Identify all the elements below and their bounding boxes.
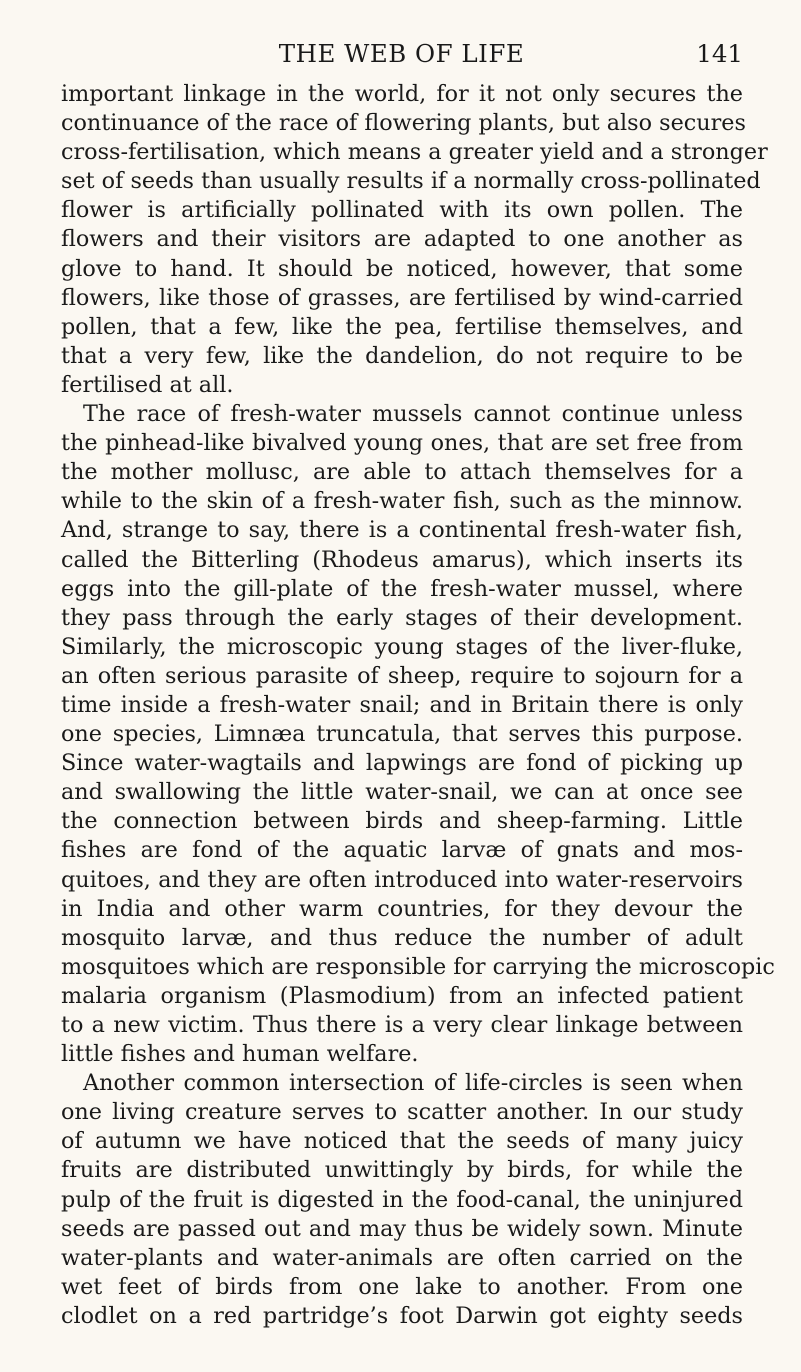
text-line: glove to hand. It should be noticed, however, that some (61, 255, 743, 282)
text-line: The race of fresh-water mussels cannot continue unless (83, 401, 743, 428)
text-line: the mother mollusc, are able to attach themselves for a (61, 459, 743, 486)
text-line: pollen, that a few, like the pea, fertilise themselves, and (61, 313, 743, 340)
text-line: malaria organism (Plasmodium) from an infected patient (61, 982, 743, 1009)
text-line: time inside a fresh-water snail; and in Britain there is only (61, 691, 743, 718)
text-line: fishes are fond of the aquatic larvæ of gnats and mos- (61, 837, 743, 864)
text-line: Since water-wagtails and lapwings are fond of picking up (61, 750, 743, 777)
text-line: while to the skin of a fresh-water fish, such as the minnow. (61, 488, 743, 515)
text-line: Similarly, the microscopic young stages of the liver-fluke, (61, 633, 743, 660)
text-line: pulp of the fruit is digested in the food-canal, the uninjured (61, 1186, 743, 1213)
text-line: quitoes, and they are often introduced into water-reservoirs (61, 866, 743, 893)
text-line: cross-fertilisation, which means a greater yield and a stronger (61, 139, 768, 166)
text-line: and swallowing the little water-snail, we can at once see (61, 779, 743, 806)
text-line: seeds are passed out and may thus be widely sown. Minute (61, 1215, 743, 1242)
text-line: flowers and their visitors are adapted to one another as (61, 226, 743, 253)
text-line: the connection between birds and sheep-farming. Little (61, 808, 743, 835)
text-line: mosquitoes which are responsible for carrying the microscopic (61, 953, 775, 980)
page-header (60, 34, 743, 74)
text-line: mosquito larvæ, and thus reduce the number of adult (61, 924, 743, 951)
text-line: important linkage in the world, for it not only secures the (61, 81, 743, 107)
text-line: wet feet of birds from one lake to another. From one (61, 1273, 743, 1300)
text-line: little fishes and human welfare. (61, 1041, 419, 1068)
text-line: fertilised at all. (61, 371, 234, 398)
text-line: set of seeds than usually results if a normally cross-pollinated (61, 168, 761, 195)
text-line: fruits are distributed unwittingly by birds, for while the (61, 1157, 743, 1184)
text-line: clodlet on a red partridge’s foot Darwin got eighty seeds (61, 1302, 743, 1329)
text-line: the pinhead-like bivalved young ones, that are set free from (61, 430, 743, 457)
text-line: one living creature serves to scatter another. In our study (61, 1099, 743, 1126)
text-line: one species, Limnæa truncatula, that serves this purpose. (61, 721, 743, 748)
text-line: And, strange to say, there is a continental fresh-water fish, (61, 517, 743, 544)
body-text (61, 80, 775, 1331)
text-line: flowers, like those of grasses, are fertilised by wind-carried (61, 284, 743, 311)
text-line: called the Bitterling (Rhodeus amarus), which inserts its (61, 546, 743, 573)
text-line: flower is artificially pollinated with its own pollen. The (61, 197, 743, 224)
text-line: Another common intersection of life-circles is seen when (83, 1070, 743, 1097)
text-line: an often serious parasite of sheep, require to sojourn for a (61, 662, 743, 689)
text-line: of autumn we have noticed that the seeds of many juicy (61, 1128, 743, 1155)
text-line: that a very few, like the dandelion, do not require to be (61, 342, 743, 369)
running-head: THE WEB OF LIFE (278, 39, 525, 68)
text-line: continuance of the race of flowering plants, but also secures (61, 110, 746, 137)
text-line: they pass through the early stages of their development. (61, 604, 743, 631)
page-number: 141 (696, 39, 743, 68)
text-line: in India and other warm countries, for they devour the (61, 895, 743, 922)
text-line: water-plants and water-animals are often carried on the (61, 1244, 743, 1271)
text-line: eggs into the gill-plate of the fresh-water mussel, where (61, 575, 743, 602)
text-line: to a new victim. Thus there is a very clear linkage between (61, 1012, 743, 1038)
